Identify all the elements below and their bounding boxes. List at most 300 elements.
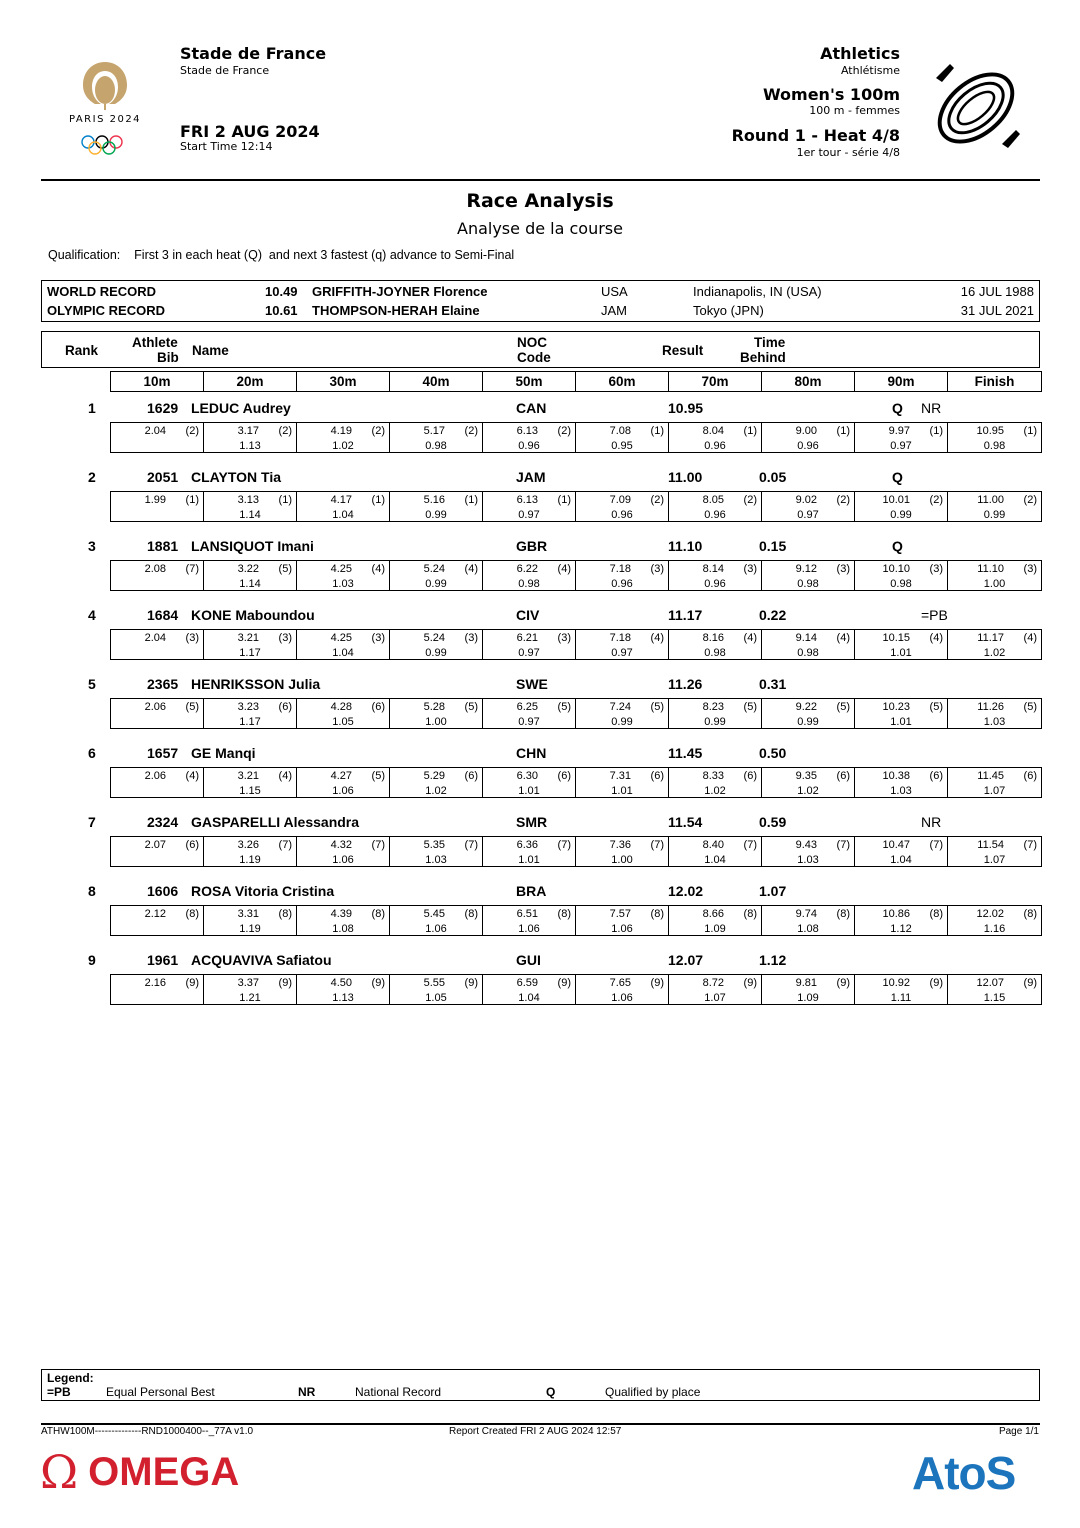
split-time: 7.18 — [609, 632, 631, 644]
olympic-record-date: 31 JUL 2021 — [960, 303, 1034, 318]
split-cell — [204, 837, 297, 866]
split-cell — [483, 837, 576, 866]
split-segment-time: 0.99 — [425, 578, 447, 590]
split-position: (3) — [185, 632, 199, 644]
split-time: 5.35 — [423, 839, 445, 851]
split-cell — [855, 768, 948, 797]
split-position: (8) — [1023, 908, 1037, 920]
split-time: 12.07 — [976, 977, 1004, 989]
split-segment-time: 0.97 — [611, 647, 633, 659]
split-segment-time: 0.99 — [983, 509, 1006, 521]
split-cell — [762, 975, 855, 1004]
split-position: (1) — [1023, 425, 1037, 437]
split-cell — [762, 561, 855, 590]
split-segment-time: 1.13 — [332, 992, 354, 1004]
split-position: (4) — [557, 563, 571, 575]
split-cell — [390, 561, 483, 590]
split-segment-time: 1.01 — [518, 785, 540, 797]
athletics-track-icon — [926, 58, 1026, 158]
split-time: 4.28 — [330, 701, 352, 713]
athlete-rank: 7 — [88, 814, 96, 830]
athlete-noc: CHN — [516, 745, 547, 761]
split-time: 2.12 — [144, 908, 166, 920]
split-time: 10.38 — [882, 770, 910, 782]
page-title: Race Analysis — [466, 190, 614, 212]
split-times-row — [110, 629, 1042, 660]
athlete-time-behind: 0.31 — [759, 676, 787, 692]
split-segment-time: 1.04 — [332, 509, 354, 521]
split-position: (8) — [371, 908, 385, 920]
split-time: 2.06 — [144, 701, 166, 713]
athlete-rank: 5 — [88, 676, 96, 692]
split-segment-time: 1.01 — [890, 647, 912, 659]
split-times-row — [110, 905, 1042, 936]
athlete-rank: 2 — [88, 469, 96, 485]
athlete-name: KONE Maboundou — [191, 607, 315, 623]
athlete-rank: 9 — [88, 952, 96, 968]
athlete-noc: GUI — [516, 952, 541, 968]
split-cell — [204, 423, 297, 452]
split-cell — [855, 699, 948, 728]
split-cell — [762, 906, 855, 935]
split-cell — [483, 975, 576, 1004]
world-record-label: WORLD RECORD — [47, 284, 157, 299]
split-position: (5) — [743, 701, 757, 713]
split-cell — [390, 906, 483, 935]
athlete-qualification: Q — [892, 400, 903, 416]
split-cell — [297, 837, 390, 866]
split-position: (6) — [278, 701, 292, 713]
split-position: (3) — [836, 563, 850, 575]
split-time: 6.30 — [516, 770, 538, 782]
column-header-box — [41, 331, 1040, 368]
split-time: 10.15 — [882, 632, 910, 644]
split-position: (9) — [929, 977, 943, 989]
split-time: 10.95 — [976, 425, 1004, 437]
split-segment-time: 1.14 — [239, 578, 261, 590]
split-cell — [948, 630, 1041, 659]
athlete-result: 11.45 — [668, 745, 703, 761]
split-cell — [948, 837, 1041, 866]
athlete-noc: JAM — [516, 469, 546, 485]
split-time: 1.99 — [144, 494, 166, 506]
athlete-time-behind: 0.05 — [759, 469, 787, 485]
split-time: 3.37 — [237, 977, 259, 989]
athlete-qualification: Q — [892, 469, 903, 485]
split-position: (4) — [1023, 632, 1037, 644]
atos-logo: AtoS — [912, 1447, 1016, 1499]
split-segment-time: 0.97 — [518, 716, 540, 728]
legend-title: Legend: — [47, 1371, 94, 1385]
split-position: (5) — [185, 701, 199, 713]
split-time: 9.00 — [795, 425, 817, 437]
round-title: Round 1 - Heat 4/8 — [731, 126, 900, 145]
split-position: (3) — [464, 632, 478, 644]
header-divider — [41, 179, 1040, 181]
athlete-record: NR — [921, 400, 942, 416]
split-segment-time: 1.04 — [704, 854, 726, 866]
split-segment-time: 0.96 — [611, 578, 633, 590]
split-cell — [390, 975, 483, 1004]
split-cell — [111, 699, 204, 728]
split-cell — [762, 768, 855, 797]
split-segment-time: 1.01 — [611, 785, 633, 797]
split-time: 7.18 — [609, 563, 631, 575]
olympic-record-holder: THOMPSON-HERAH Elaine — [312, 303, 480, 318]
split-position: (5) — [650, 701, 664, 713]
split-time: 10.10 — [882, 563, 910, 575]
split-segment-time: 1.07 — [983, 854, 1006, 866]
split-segment-time: 1.00 — [983, 578, 1006, 590]
legend-desc-pb: Equal Personal Best — [106, 1385, 215, 1399]
col-behind-line1: Time — [754, 335, 786, 350]
split-time: 6.25 — [516, 701, 538, 713]
split-cell — [204, 630, 297, 659]
split-time: 8.04 — [702, 425, 724, 437]
split-cell — [855, 630, 948, 659]
split-position: (9) — [650, 977, 664, 989]
split-segment-time: 1.06 — [611, 992, 633, 1004]
split-segment-time: 1.02 — [332, 440, 354, 452]
split-cell — [297, 561, 390, 590]
split-position: (6) — [185, 839, 199, 851]
athlete-bib: 1684 — [147, 607, 179, 623]
split-cell — [204, 768, 297, 797]
split-position: (1) — [185, 494, 199, 506]
split-position: (8) — [185, 908, 199, 920]
split-time: 7.31 — [609, 770, 631, 782]
split-position: (2) — [557, 425, 571, 437]
omega-wordmark: OMEGA — [88, 1449, 240, 1494]
split-segment-time: 0.99 — [611, 716, 633, 728]
split-cell — [948, 975, 1041, 1004]
legend-desc-nr: National Record — [355, 1385, 442, 1399]
split-position: (9) — [1023, 977, 1037, 989]
athlete-rank: 6 — [88, 745, 96, 761]
split-position: (2) — [929, 494, 943, 506]
split-position: (8) — [278, 908, 292, 920]
athlete-name: ROSA Vitoria Cristina — [191, 883, 335, 899]
split-position: (4) — [929, 632, 943, 644]
split-segment-time: 1.00 — [611, 854, 633, 866]
event-subtitle: 100 m - femmes — [809, 104, 900, 117]
split-time: 10.86 — [882, 908, 910, 920]
split-segment-time: 0.97 — [890, 440, 912, 452]
athlete-bib: 1881 — [147, 538, 179, 554]
split-segment-time: 1.16 — [983, 923, 1006, 935]
split-position: (1) — [557, 494, 571, 506]
split-cell — [483, 768, 576, 797]
split-time: 11.54 — [977, 839, 1004, 851]
split-position: (8) — [650, 908, 664, 920]
split-cell — [855, 975, 948, 1004]
split-cell — [669, 975, 762, 1004]
split-segment-time: 0.96 — [704, 509, 726, 521]
split-segment-time: 0.98 — [518, 578, 540, 590]
split-cell — [948, 906, 1041, 935]
split-segment-time: 1.06 — [332, 854, 354, 866]
split-position: (1) — [836, 425, 850, 437]
split-cell — [204, 492, 297, 521]
split-cell — [576, 630, 669, 659]
athlete-time-behind: 1.07 — [759, 883, 787, 899]
athlete-name: LEDUC Audrey — [191, 400, 291, 416]
split-cell — [669, 699, 762, 728]
split-cell — [204, 561, 297, 590]
split-segment-time: 0.99 — [890, 509, 912, 521]
athlete-name: ACQUAVIVA Safiatou — [191, 952, 332, 968]
split-position: (7) — [557, 839, 571, 851]
split-cell — [762, 492, 855, 521]
split-cell — [111, 768, 204, 797]
split-segment-time: 0.98 — [704, 647, 726, 659]
split-time: 7.65 — [609, 977, 631, 989]
split-segment-time: 1.05 — [332, 716, 354, 728]
athlete-result: 11.00 — [668, 469, 703, 485]
athlete-result: 10.95 — [668, 400, 704, 416]
split-time: 3.23 — [237, 701, 259, 713]
split-position: (3) — [1023, 563, 1037, 575]
split-segment-time: 1.02 — [425, 785, 447, 797]
split-time: 8.16 — [702, 632, 724, 644]
athlete-result: 12.02 — [668, 883, 704, 899]
split-position: (9) — [371, 977, 385, 989]
split-segment-time: 1.11 — [890, 992, 912, 1004]
split-position: (3) — [743, 563, 757, 575]
split-segment-time: 1.07 — [983, 785, 1006, 797]
split-segment-time: 1.19 — [239, 854, 261, 866]
footer-divider — [41, 1423, 1040, 1425]
split-segment-time: 0.99 — [425, 509, 447, 521]
split-cell — [762, 423, 855, 452]
split-time: 4.25 — [330, 632, 352, 644]
split-position: (2) — [185, 425, 199, 437]
split-header-8: 90m — [855, 372, 948, 391]
split-time: 8.23 — [702, 701, 724, 713]
split-position: (2) — [1023, 494, 1037, 506]
col-bib-line2: Bib — [157, 350, 179, 365]
split-cell — [390, 630, 483, 659]
athlete-noc: SMR — [516, 814, 548, 830]
split-time: 9.81 — [795, 977, 817, 989]
athlete-noc: CAN — [516, 400, 547, 416]
split-cell — [483, 699, 576, 728]
split-time: 10.01 — [882, 494, 910, 506]
athlete-noc: SWE — [516, 676, 548, 692]
split-segment-time: 1.21 — [239, 992, 261, 1004]
split-cell — [669, 906, 762, 935]
split-position: (8) — [836, 908, 850, 920]
split-time: 2.06 — [144, 770, 166, 782]
split-segment-time: 0.99 — [797, 716, 819, 728]
split-position: (8) — [929, 908, 943, 920]
athlete-result: 11.54 — [668, 814, 703, 830]
athlete-name: GE Manqi — [191, 745, 256, 761]
split-cell — [297, 699, 390, 728]
split-segment-time: 1.02 — [704, 785, 726, 797]
split-segment-time: 1.03 — [797, 854, 819, 866]
split-cell — [669, 423, 762, 452]
split-cell — [483, 561, 576, 590]
split-segment-time: 1.04 — [332, 647, 354, 659]
split-time: 2.16 — [144, 977, 166, 989]
olympic-record-noc: JAM — [601, 303, 627, 318]
split-segment-time: 0.96 — [704, 578, 726, 590]
split-time: 5.16 — [423, 494, 445, 506]
split-position: (7) — [929, 839, 943, 851]
split-segment-time: 0.97 — [797, 509, 819, 521]
athlete-time-behind: 1.12 — [759, 952, 787, 968]
split-header-7: 80m — [762, 372, 855, 391]
split-cell — [297, 492, 390, 521]
split-cell — [390, 492, 483, 521]
split-segment-time: 1.07 — [704, 992, 726, 1004]
split-position: (3) — [929, 563, 943, 575]
col-result: Result — [662, 343, 704, 358]
document-code: ATHW100M--------------RND1000400--_77A v1.0 — [41, 1426, 254, 1437]
split-time: 2.07 — [144, 839, 166, 851]
split-time: 9.14 — [795, 632, 817, 644]
split-cell — [855, 906, 948, 935]
report-created: Report Created FRI 2 AUG 2024 12:57 — [449, 1426, 622, 1437]
split-segment-time: 1.12 — [890, 923, 912, 935]
split-time: 4.32 — [330, 839, 352, 851]
split-time: 8.05 — [702, 494, 724, 506]
split-position: (2) — [464, 425, 478, 437]
split-position: (6) — [464, 770, 478, 782]
legend-box — [41, 1369, 1040, 1401]
split-segment-time: 1.04 — [890, 854, 912, 866]
split-cell — [111, 492, 204, 521]
split-cell — [204, 699, 297, 728]
split-segment-time: 0.96 — [518, 440, 540, 452]
split-position: (2) — [836, 494, 850, 506]
split-time: 4.19 — [330, 425, 352, 437]
split-time: 7.24 — [609, 701, 631, 713]
olympic-record-label: OLYMPIC RECORD — [47, 303, 165, 318]
col-noc-line2: Code — [517, 350, 551, 365]
split-cell — [576, 492, 669, 521]
athlete-bib: 1606 — [147, 883, 179, 899]
split-cell — [297, 906, 390, 935]
split-segment-time: 0.97 — [518, 647, 540, 659]
split-cell — [111, 423, 204, 452]
split-time: 3.26 — [237, 839, 259, 851]
split-position: (1) — [464, 494, 478, 506]
split-segment-time: 1.03 — [890, 785, 912, 797]
split-position: (2) — [650, 494, 664, 506]
split-time: 7.57 — [609, 908, 631, 920]
split-time: 9.02 — [795, 494, 817, 506]
split-cell — [669, 561, 762, 590]
split-cell — [111, 630, 204, 659]
split-time: 7.08 — [609, 425, 631, 437]
split-time: 10.23 — [882, 701, 910, 713]
start-time: Start Time 12:14 — [180, 140, 273, 153]
athlete-rank: 1 — [88, 400, 96, 416]
split-position: (3) — [650, 563, 664, 575]
split-time: 4.39 — [330, 908, 352, 920]
split-cell — [111, 561, 204, 590]
split-cell — [483, 630, 576, 659]
split-time: 9.97 — [888, 425, 910, 437]
split-position: (1) — [371, 494, 385, 506]
split-position: (7) — [278, 839, 292, 851]
legend-code-q: Q — [546, 1385, 556, 1399]
split-segment-time: 0.96 — [611, 509, 633, 521]
athlete-name: HENRIKSSON Julia — [191, 676, 321, 692]
athlete-result: 12.07 — [668, 952, 704, 968]
split-time: 3.13 — [237, 494, 259, 506]
split-time: 6.13 — [516, 494, 538, 506]
athlete-result: 11.26 — [668, 676, 703, 692]
split-time: 5.29 — [423, 770, 445, 782]
split-position: (3) — [371, 632, 385, 644]
split-cell — [669, 630, 762, 659]
split-segment-time: 1.06 — [611, 923, 633, 935]
split-time: 2.04 — [144, 632, 166, 644]
athlete-rank: 3 — [88, 538, 96, 554]
split-segment-time: 1.13 — [239, 440, 261, 452]
split-header-3: 40m — [390, 372, 483, 391]
split-position: (6) — [1023, 770, 1037, 782]
split-cell — [762, 699, 855, 728]
split-segment-time: 1.00 — [425, 716, 447, 728]
split-position: (6) — [743, 770, 757, 782]
split-position: (4) — [743, 632, 757, 644]
legend-code-nr: NR — [298, 1385, 316, 1399]
athlete-bib: 2365 — [147, 676, 179, 692]
split-header-5: 60m — [576, 372, 669, 391]
split-time: 4.27 — [330, 770, 352, 782]
split-time: 9.74 — [795, 908, 817, 920]
split-position: (4) — [278, 770, 292, 782]
venue-title: Stade de France — [180, 44, 327, 63]
split-times-row — [110, 974, 1042, 1005]
split-segment-time: 1.06 — [332, 785, 354, 797]
split-time: 2.08 — [144, 563, 166, 575]
split-time: 8.14 — [702, 563, 724, 575]
split-segment-time: 0.99 — [704, 716, 726, 728]
split-cell — [855, 492, 948, 521]
split-header-2: 30m — [297, 372, 390, 391]
split-cell — [576, 561, 669, 590]
split-header-6: 70m — [669, 372, 762, 391]
split-position: (5) — [278, 563, 292, 575]
split-times-row — [110, 491, 1042, 522]
split-position: (5) — [464, 701, 478, 713]
split-time: 7.36 — [609, 839, 631, 851]
split-cell — [576, 837, 669, 866]
split-cell — [669, 768, 762, 797]
split-position: (9) — [278, 977, 292, 989]
omega-logo — [40, 1445, 240, 1499]
split-cell — [483, 492, 576, 521]
split-cell — [576, 768, 669, 797]
col-noc-line1: NOC — [517, 335, 547, 350]
split-cell — [390, 423, 483, 452]
page-subtitle: Analyse de la course — [457, 219, 623, 238]
split-segment-time: 1.03 — [425, 854, 447, 866]
split-cell — [297, 423, 390, 452]
split-time: 10.47 — [882, 839, 910, 851]
legend-desc-q: Qualified by place — [605, 1385, 701, 1399]
split-position: (7) — [371, 839, 385, 851]
col-bib-line1: Athlete — [132, 335, 178, 350]
split-segment-time: 0.97 — [518, 509, 540, 521]
split-cell — [483, 906, 576, 935]
athlete-name: CLAYTON Tia — [191, 469, 281, 485]
